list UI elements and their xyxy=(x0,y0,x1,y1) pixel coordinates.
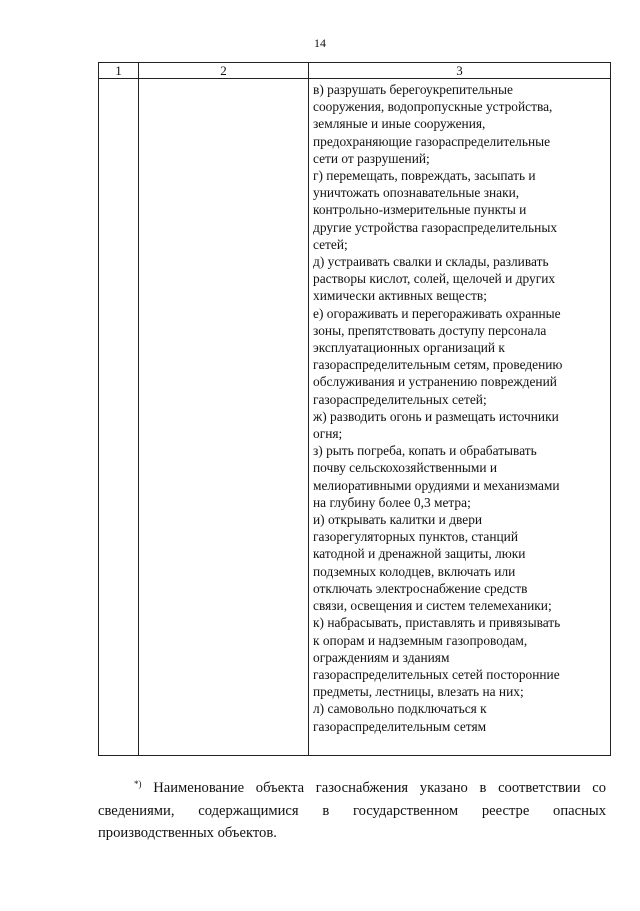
table-text-line: зоны, препятствовать доступу персонала xyxy=(313,322,547,338)
table-cell-col2 xyxy=(139,79,309,756)
table-text-line: химически активных веществ; xyxy=(313,288,487,304)
table-text-line: газораспределительных сетей посторонние xyxy=(313,666,560,682)
table-text-line: газораспределительным сетям xyxy=(313,718,487,734)
table-text-line: обслуживания и устранению повреждений xyxy=(313,374,557,390)
table-text-line: ограждениям и зданиям xyxy=(313,649,450,665)
table-text-line: другие устройства газораспределительных xyxy=(313,219,558,235)
footnote-marker: *) xyxy=(134,779,142,789)
table-text-line: к опорам и надземным газопроводам, xyxy=(313,632,528,648)
table-text-line: отключать электроснабжение средств xyxy=(313,580,528,596)
table-text-line: сетей; xyxy=(313,236,348,252)
table-text-line: связи, освещения и систем телемеханики; xyxy=(313,598,552,614)
table-text-line: к) набрасывать, приставлять и привязывать xyxy=(313,615,561,631)
footnote-line-2: сведениями, содержащимися в государственном реестре опасных xyxy=(98,802,606,819)
requirements-table xyxy=(98,62,611,756)
footnote-line-3: производственных объектов. xyxy=(98,825,277,841)
table-text-line: е) огораживать и перегораживать охранные xyxy=(313,305,561,321)
page-number: 14 xyxy=(314,36,326,50)
column-header-3: 3 xyxy=(309,63,611,79)
table-text-line: мелиоративными орудиями и механизмами xyxy=(313,477,560,493)
table-text-line: катодной и дренажной защиты, люки xyxy=(313,546,526,562)
table-row xyxy=(99,79,611,756)
table-text-line: л) самовольно подключаться к xyxy=(313,701,487,717)
table-text-line: газорегуляторных пунктов, станций xyxy=(313,529,519,545)
table-text-line: огня; xyxy=(313,426,343,442)
table-text-line: газораспределительных сетей; xyxy=(313,391,487,407)
table-text-line: ж) разводить огонь и размещать источники xyxy=(313,408,559,424)
table-text-line: контрольно-измерительные пункты и xyxy=(313,202,527,218)
table-text-line: г) перемещать, повреждать, засыпать и xyxy=(313,168,536,184)
table-text-line: газораспределительным сетям, проведению xyxy=(313,357,563,373)
table-text-line: предметы, лестницы, влезать на них; xyxy=(313,684,524,700)
table-text-line: почву сельскохозяйственными и xyxy=(313,460,498,476)
table-cell-col1 xyxy=(99,79,139,756)
table-text-line: уничтожать опознавательные знаки, xyxy=(313,185,520,201)
footnote-text-1: Наименование объекта газоснабжения указано в соответствии со xyxy=(153,780,606,796)
table-text-line: растворы кислот, солей, щелочей и других xyxy=(313,271,556,287)
table-text-line: эксплуатационных организаций к xyxy=(313,340,505,356)
table-text-line: з) рыть погреба, копать и обрабатывать xyxy=(313,443,537,459)
table-text-line: и) открывать калитки и двери xyxy=(313,512,483,528)
table-text-line: сети от разрушений; xyxy=(313,150,430,166)
table-text-line: в) разрушать берегоукрепительные xyxy=(313,82,513,97)
table-text-line: земляные и иные сооружения, xyxy=(313,116,486,132)
column-header-1: 1 xyxy=(99,63,139,79)
footnote-line-1 xyxy=(98,773,606,800)
table-text-line: подземных колодцев, включать или xyxy=(313,563,516,579)
table-text-line: предохраняющие газораспределительные xyxy=(313,133,551,149)
column-header-2: 2 xyxy=(139,63,309,79)
table-text-line: д) устраивать свалки и склады, разливать xyxy=(313,254,549,270)
table-text-line: на глубину более 0,3 метра; xyxy=(313,494,471,510)
footnote xyxy=(98,773,606,845)
table-text-line: сооружения, водопропускные устройства, xyxy=(313,99,553,115)
table-header-row xyxy=(99,63,611,79)
table-cell-col3-prohibitions xyxy=(309,79,611,756)
